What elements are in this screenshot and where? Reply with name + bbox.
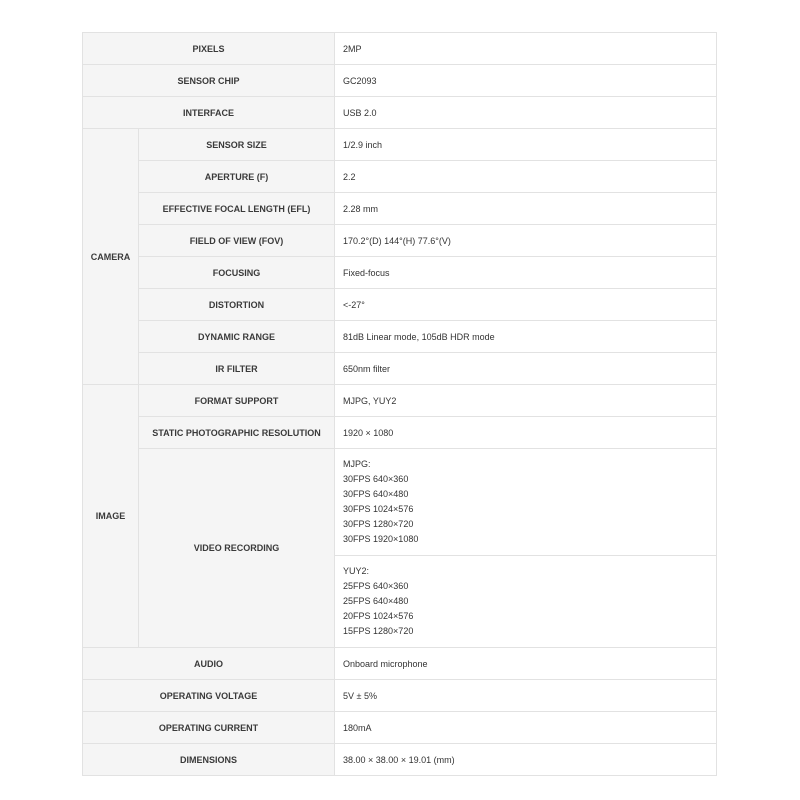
spec-value-static-resolution: 1920 × 1080: [335, 417, 717, 449]
group-label-image: IMAGE: [83, 385, 139, 648]
table-row: [83, 680, 717, 712]
table-row: [83, 744, 717, 776]
spec-label-interface: INTERFACE: [83, 97, 335, 129]
spec-label-aperture: APERTURE (F): [139, 161, 335, 193]
table-row: [83, 193, 717, 225]
table-row: [83, 353, 717, 385]
spec-label-video-recording: VIDEO RECORDING: [139, 449, 335, 648]
table-row: [83, 417, 717, 449]
video-mode-line: 25FPS 640×360: [343, 581, 409, 591]
spec-value-fov: 170.2°(D) 144°(H) 77.6°(V): [335, 225, 717, 257]
table-row: [83, 257, 717, 289]
spec-value-video-yuy2: [335, 556, 717, 648]
table-row: [83, 289, 717, 321]
spec-value-video-mjpg: [335, 449, 717, 556]
spec-label-pixels: PIXELS: [83, 33, 335, 65]
video-mode-line: 15FPS 1280×720: [343, 626, 414, 636]
table-row: [83, 712, 717, 744]
spec-value-operating-voltage: 5V ± 5%: [335, 680, 717, 712]
table-row: [83, 648, 717, 680]
table-row: [83, 449, 717, 556]
table-row: [83, 33, 717, 65]
spec-label-operating-current: OPERATING CURRENT: [83, 712, 335, 744]
table-row: [83, 225, 717, 257]
video-mode-line: 30FPS 640×360: [343, 474, 409, 484]
spec-value-aperture: 2.2: [335, 161, 717, 193]
table-row: [83, 97, 717, 129]
video-mode-line: MJPG:: [343, 459, 371, 469]
spec-label-dimensions: DIMENSIONS: [83, 744, 335, 776]
spec-value-interface: USB 2.0: [335, 97, 717, 129]
spec-table: [82, 32, 717, 776]
spec-label-dynamic-range: DYNAMIC RANGE: [139, 321, 335, 353]
video-mode-line: 30FPS 1920×1080: [343, 534, 419, 544]
video-mode-line: 30FPS 1024×576: [343, 504, 414, 514]
table-row: [83, 161, 717, 193]
spec-value-sensor-chip: GC2093: [335, 65, 717, 97]
spec-label-focusing: FOCUSING: [139, 257, 335, 289]
spec-label-efl: EFFECTIVE FOCAL LENGTH (EFL): [139, 193, 335, 225]
table-row: [83, 65, 717, 97]
table-row: [83, 385, 717, 417]
spec-value-format-support: MJPG, YUY2: [335, 385, 717, 417]
table-row: [83, 321, 717, 353]
spec-value-dimensions: 38.00 × 38.00 × 19.01 (mm): [335, 744, 717, 776]
spec-label-sensor-chip: SENSOR CHIP: [83, 65, 335, 97]
spec-value-efl: 2.28 mm: [335, 193, 717, 225]
spec-value-ir-filter: 650nm filter: [335, 353, 717, 385]
group-label-camera: CAMERA: [83, 129, 139, 385]
spec-value-sensor-size: 1/2.9 inch: [335, 129, 717, 161]
video-mode-line: YUY2:: [343, 566, 370, 576]
spec-label-format-support: FORMAT SUPPORT: [139, 385, 335, 417]
video-mode-line: 25FPS 640×480: [343, 596, 409, 606]
spec-value-audio: Onboard microphone: [335, 648, 717, 680]
spec-label-static-resolution: STATIC PHOTOGRAPHIC RESOLUTION: [139, 417, 335, 449]
spec-label-audio: AUDIO: [83, 648, 335, 680]
spec-value-pixels: 2MP: [335, 33, 717, 65]
spec-value-distortion: <-27°: [335, 289, 717, 321]
spec-value-dynamic-range: 81dB Linear mode, 105dB HDR mode: [335, 321, 717, 353]
video-mode-line: 30FPS 1280×720: [343, 519, 414, 529]
spec-label-sensor-size: SENSOR SIZE: [139, 129, 335, 161]
spec-label-ir-filter: IR FILTER: [139, 353, 335, 385]
spec-label-fov: FIELD OF VIEW (FOV): [139, 225, 335, 257]
spec-label-operating-voltage: OPERATING VOLTAGE: [83, 680, 335, 712]
spec-value-operating-current: 180mA: [335, 712, 717, 744]
video-mode-line: 30FPS 640×480: [343, 489, 409, 499]
video-mode-line: 20FPS 1024×576: [343, 611, 414, 621]
spec-value-focusing: Fixed-focus: [335, 257, 717, 289]
spec-label-distortion: DISTORTION: [139, 289, 335, 321]
table-row: [83, 129, 717, 161]
